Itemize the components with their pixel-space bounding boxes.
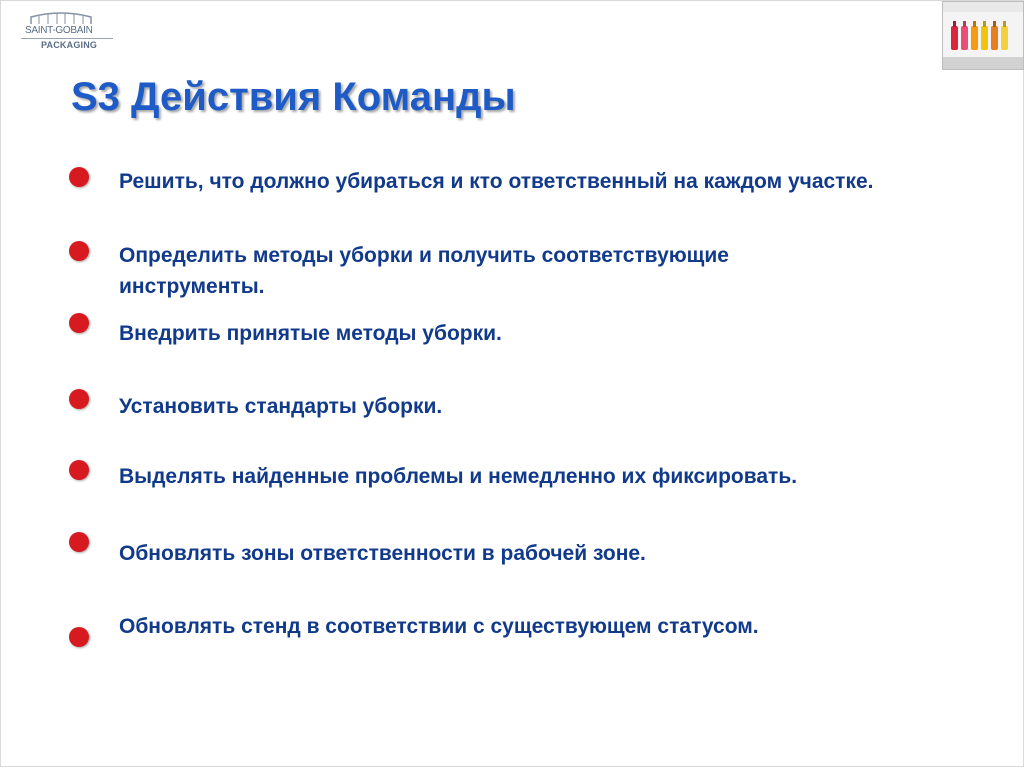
bullet-text: Решить, что должно убираться и кто ответственный на каждом участке.	[119, 170, 874, 193]
bullet-dot-icon	[69, 241, 89, 261]
bullet-text: Обновлять стенд в соответствии с существующем статусом.	[119, 615, 759, 638]
thumbnail-footer	[943, 57, 1023, 69]
logo-brand: SAINT-GOBAIN	[25, 25, 93, 36]
bullet-text: Выделять найденные проблемы и немедленно их фиксировать.	[119, 465, 798, 488]
saint-gobain-logo	[15, 11, 111, 53]
bullet-text: Внедрить принятые методы уборки.	[119, 322, 502, 345]
bullet-dot-icon	[69, 460, 89, 480]
bottles-thumbnail	[942, 1, 1024, 70]
bullet-dot-icon	[69, 167, 89, 187]
slide-title: S3 Действия Команды	[71, 75, 516, 119]
logo-subtitle: PACKAGING	[41, 40, 98, 50]
logo-divider	[21, 38, 113, 39]
bottles-icon	[949, 20, 1019, 52]
bullet-text: Обновлять зоны ответственности в рабочей зоне.	[119, 542, 646, 565]
bullet-dot-icon	[69, 313, 89, 333]
bullet-text: Установить стандарты уборки.	[119, 395, 443, 418]
bullet-dot-icon	[69, 389, 89, 409]
bullet-text: Определить методы уборки и получить соответствующие инструменты.	[119, 244, 729, 298]
arch-icon	[29, 11, 93, 25]
bullet-dot-icon	[69, 627, 89, 647]
bullet-dot-icon	[69, 532, 89, 552]
thumbnail-header	[943, 2, 1023, 12]
